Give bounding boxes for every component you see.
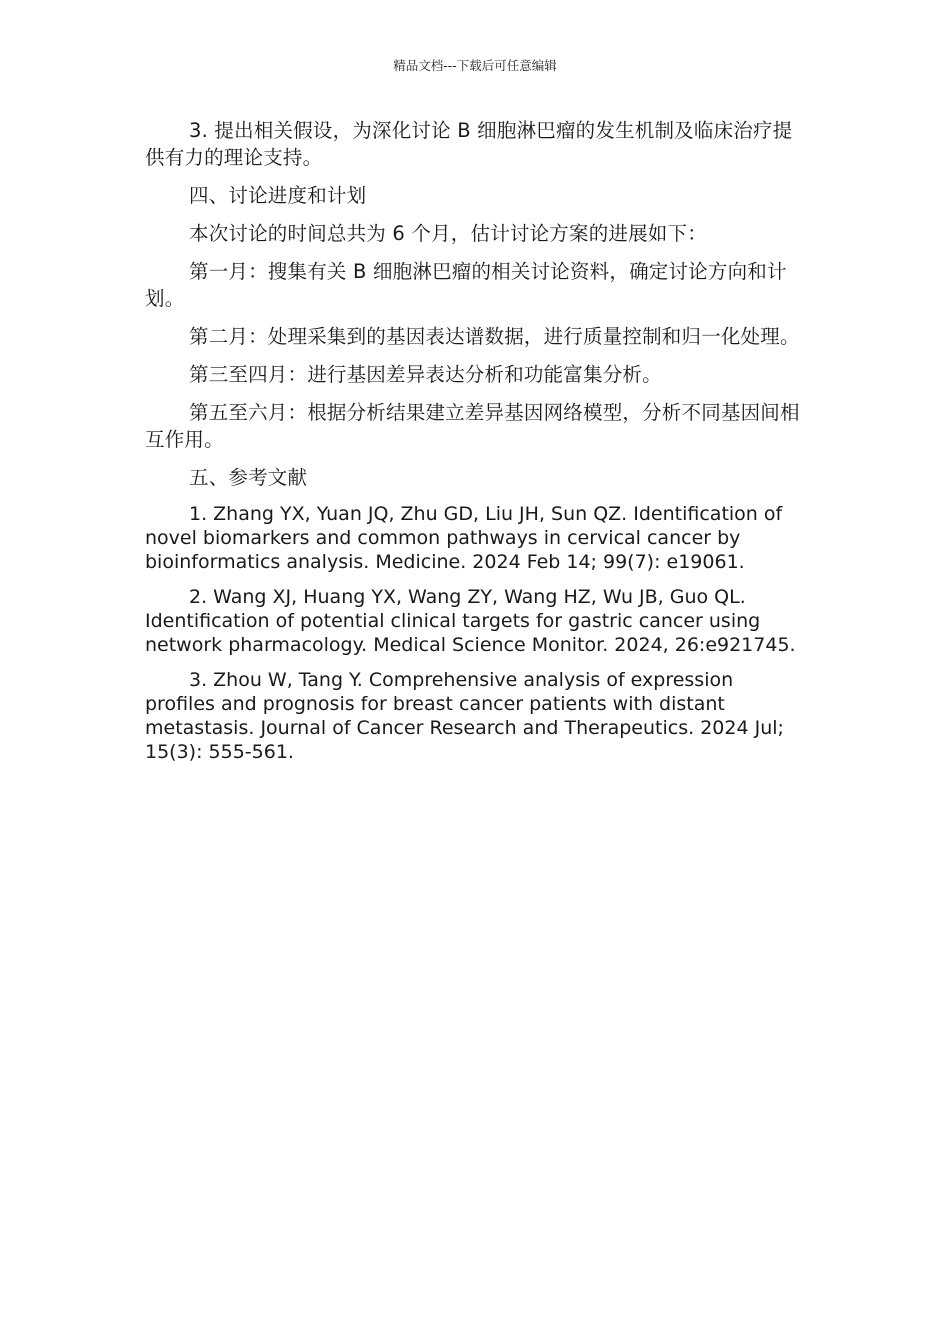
reference-item: 2. Wang XJ, Huang YX, Wang ZY, Wang HZ, Wu JB, Guo QL. Identification of potential clinical targets for gastric cancer using network pharmacology. Medical Science Monitor. 2024, 26:e921745.: [145, 586, 796, 656]
paragraph-month-5-6: 第五至六月：根据分析结果建立差异基因网络模型，分析不同基因间相互作用。: [145, 401, 800, 451]
section-heading-schedule: 四、讨论进度和计划: [189, 184, 367, 207]
reference-item: 1. Zhang YX, Yuan JQ, Zhu GD, Liu JH, Sun QZ. Identification of novel biomarkers and common pathways in cervical cancer by bioinformatics analysis. Medicine. 2024 Feb 14; 99(7): e19061.: [145, 503, 783, 573]
paragraph-month-3-4: 第三至四月：进行基因差异表达分析和功能富集分析。: [189, 363, 662, 386]
page-header: 精品文档---下载后可任意编辑: [393, 58, 557, 73]
paragraph-schedule-intro: 本次讨论的时间总共为 6 个月，估计讨论方案的进展如下：: [189, 222, 707, 245]
paragraph-month-1: 第一月：搜集有关 B 细胞淋巴瘤的相关讨论资料，确定讨论方向和计划。: [145, 260, 787, 310]
paragraph-hypothesis: 3. 提出相关假设，为深化讨论 B 细胞淋巴瘤的发生机制及临床治疗提供有力的理论支持。: [145, 119, 793, 169]
section-heading-references: 五、参考文献: [189, 466, 308, 489]
document-body: [145, 117, 807, 775]
reference-item: 3. Zhou W, Tang Y. Comprehensive analysis of expression profiles and prognosis for breast cancer patients with distant metastasis. Journal of Cancer Research and Therapeutics. 2024 Jul; 15(3): 555-561.: [145, 669, 784, 763]
paragraph-month-2: 第二月：处理采集到的基因表达谱数据，进行质量控制和归一化处理。: [189, 325, 800, 348]
